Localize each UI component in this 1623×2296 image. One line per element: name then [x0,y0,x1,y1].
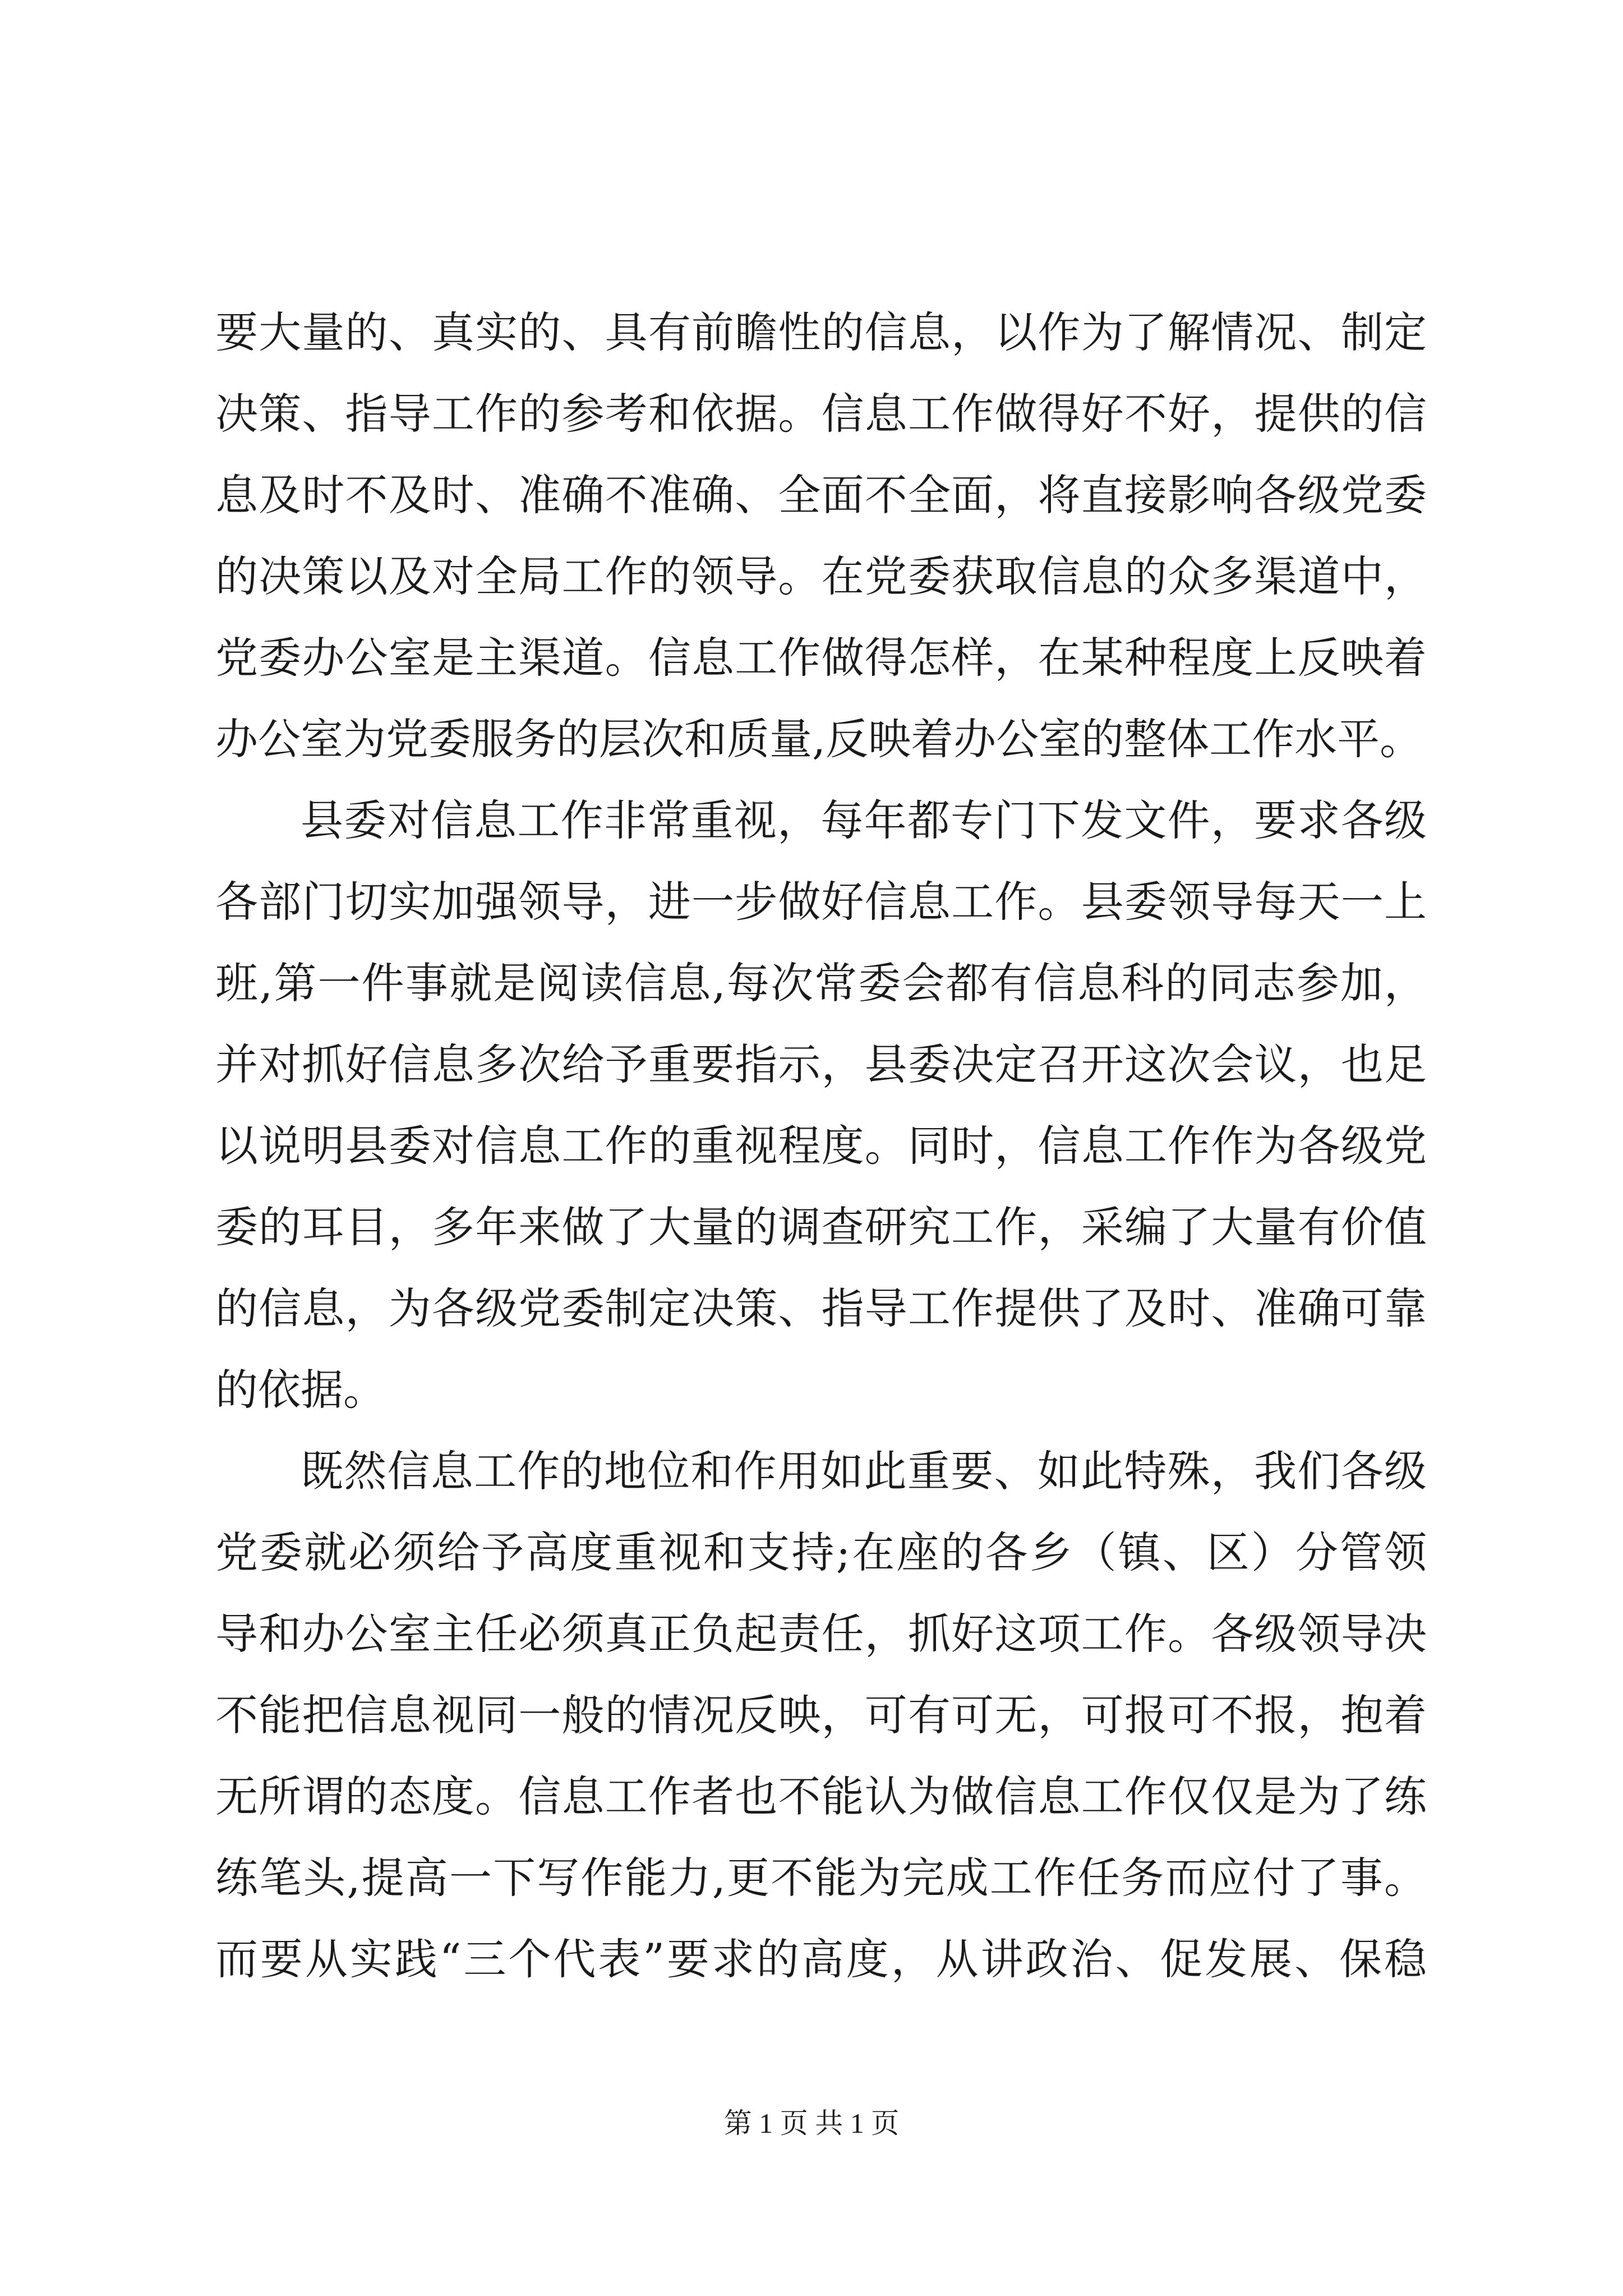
text-line: 导和办公室主任必须真正负起责任，抓好这项工作。各级领导决 [215,1609,1427,1659]
text-line: 无所谓的态度。信息工作者也不能认为做信息工作仅仅是为了练 [215,1772,1427,1821]
text-line: 的决策以及对全局工作的领导。在党委获取信息的众多渠道中， [215,551,1427,601]
text-line: 办公室为党委服务的层次和质量,反映着办公室的整体工作水平。 [215,714,1423,764]
text-line: 的信息，为各级党委制定决策、指导工作提供了及时、准确可靠 [215,1283,1427,1333]
document-body [215,292,1427,2000]
text-line: 要大量的、真实的、具有前瞻性的信息，以作为了解情况、制定 [215,307,1427,357]
text-line: 委的耳目，多年来做了大量的调查研究工作，采编了大量有价值 [215,1202,1427,1252]
text-line: 党委办公室是主渠道。信息工作做得怎样，在某种程度上反映着 [215,633,1427,683]
text-line: 息及时不及时、准确不准确、全面不全面，将直接影响各级党委 [215,470,1427,520]
text-line: 各部门切实加强领导，进一步做好信息工作。县委领导每天一上 [215,877,1427,927]
page-footer [0,2101,1623,2141]
text-line: 练笔头,提高一下写作能力,更不能为完成工作任务而应付了事。 [215,1853,1427,1903]
text-line: 而要从实践“三个代表”要求的高度，从讲政治、促发展、保稳 [215,1934,1427,1984]
text-line: 以说明县委对信息工作的重视程度。同时，信息工作作为各级党 [215,1121,1427,1171]
text-line: 既然信息工作的地位和作用如此重要、如此特殊，我们各级 [301,1446,1427,1496]
text-line: 党委就必须给予高度重视和支持;在座的各乡（镇、区）分管领 [215,1527,1427,1577]
text-line: 不能把信息视同一般的情况反映，可有可无，可报可不报，抱着 [215,1690,1427,1740]
page-number-label: 第 1 页 共 1 页 [723,2108,900,2139]
text-line: 县委对信息工作非常重视，每年都专门下发文件，要求各级 [301,795,1427,845]
text-line: 决策、指导工作的参考和依据。信息工作做得好不好，提供的信 [215,389,1427,439]
text-line: 的依据。 [215,1365,386,1415]
text-line: 并对抓好信息多次给予重要指示，县委决定召开这次会议，也足 [215,1039,1427,1089]
text-line: 班,第一件事就是阅读信息,每次常委会都有信息科的同志参加， [215,958,1427,1008]
